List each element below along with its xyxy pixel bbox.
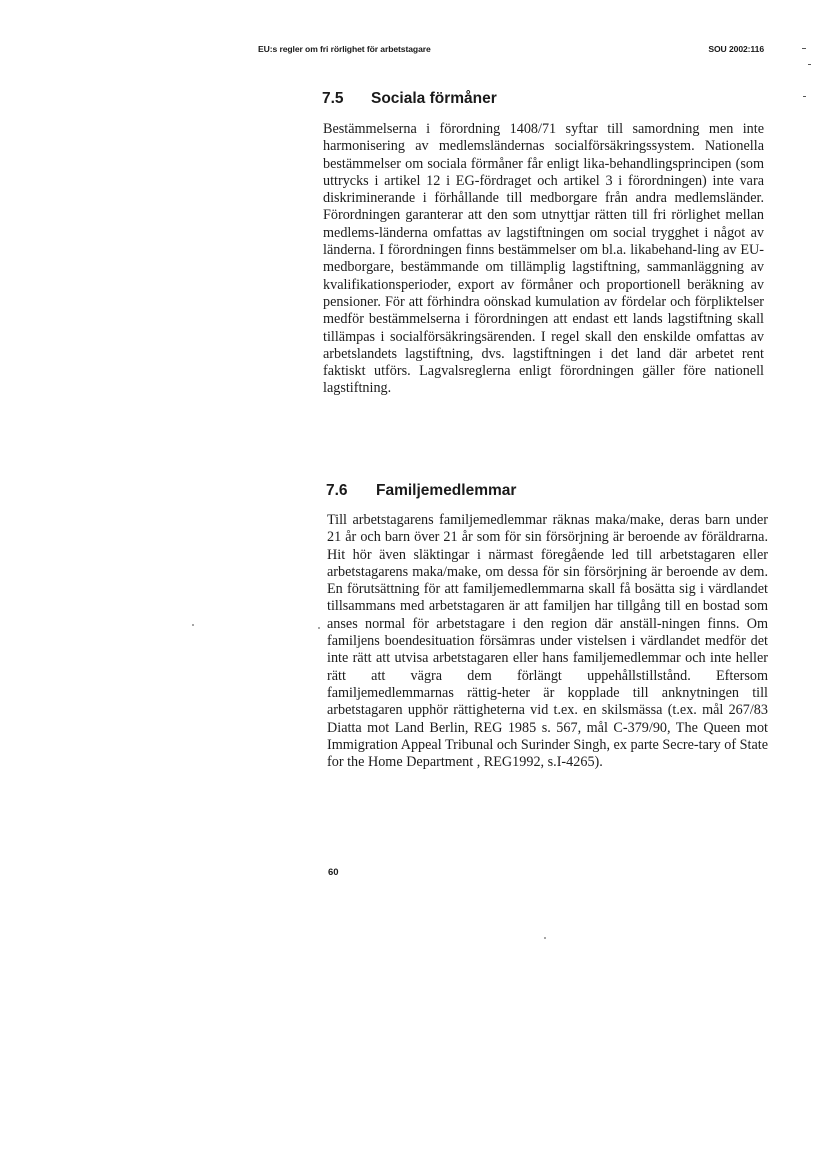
section-heading-7-6 xyxy=(326,482,516,500)
section-number: 7.6 xyxy=(326,482,348,499)
scan-artifact-dot xyxy=(318,627,320,629)
section-title: Familjemedlemmar xyxy=(376,482,517,499)
section-title: Sociala förmåner xyxy=(371,90,497,107)
header-title: EU:s regler om fri rörlighet för arbetstagare xyxy=(258,44,431,54)
section-paragraph-7-5: Bestämmelserna i förordning 1408/71 syftar till samordning men inte harmonisering av medlemsländernas socialförsäkringssystem. Nationella bestämmelser om sociala förmåner får enligt lika-behandlingsprincipen (som uttrycks i artikel 12 i EG-fördraget och artikel 3 i förordningen) inte vara diskriminerande i förhållande till medborgare från andra medlemsländer. Förordningen garanterar att den som utnyttjar rätten till fri rörlighet mellan medlems-länderna omfattas av lagstiftningen om social trygghet i något av länderna. I förordningen finns bestämmelser om bl.a. likabehand-ling av EU-medborgare, bestämmande om tillämplig lagstiftning, sammanläggning av kvalifikationsperioder, export av förmåner och proportionell beräkning av pensioner. För att förhindra oönskad kumulation av fördelar och förpliktelser medför bestämmelserna i förordningen att endast ett lands lagstiftning skall tillämpas i socialförsäkringsärenden. I regel skall den enskilde omfattas av arbetslandets lagstiftning, dvs. lagstiftningen i det land där arbetet rent faktiskt utförs. Lagvalsreglerna enligt förordningen gäller före nationell lagstiftning. xyxy=(323,121,764,397)
scan-artifact-dot xyxy=(544,937,546,939)
section-heading-7-5 xyxy=(322,90,497,108)
header-report-id: SOU 2002:116 xyxy=(708,44,764,54)
section-number: 7.5 xyxy=(322,90,344,107)
scan-artifact-mark xyxy=(802,48,806,49)
running-header xyxy=(258,44,764,58)
page-number: 60 xyxy=(328,867,339,878)
scan-artifact-dot xyxy=(192,624,194,626)
scan-artifact-mark xyxy=(803,96,806,97)
section-paragraph-7-6: Till arbetstagarens familjemedlemmar räknas maka/make, deras barn under 21 år och barn över 21 år som för sin försörjning är beroende av föräldrarna. Hit hör även släktingar i närmast föregående led till arbetstagaren eller arbetstagarens maka/make, om dessa för sin försörjning är beroende av dem. En förutsättning för att familjemedlemmarna skall få bosätta sig i värdlandet tillsammans med arbetstagaren är att familjen har tillgång till en bostad som anses normal för arbetstagare i den region där anställ-ningen finns. Om familjens boendesituation försämras under vistelsen i värdlandet medför det inte rätt att utvisa arbetstagaren eller hans familjemedlemmar och inte heller rätt att vägra dem förlängt uppehållstillstånd. Eftersom familjemedlemmarnas rättig-heter är kopplade till anknytningen till arbetstagaren upphör rättigheterna vid t.ex. en skilsmässa (t.ex. mål 267/83 Diatta mot Land Berlin, REG 1985 s. 567, mål C-379/90, The Queen mot Immigration Appeal Tribunal och Surinder Singh, ex parte Secre-tary of State for the Home Department , REG1992, s.I-4265). xyxy=(327,512,768,771)
scan-artifact-mark xyxy=(808,64,811,65)
